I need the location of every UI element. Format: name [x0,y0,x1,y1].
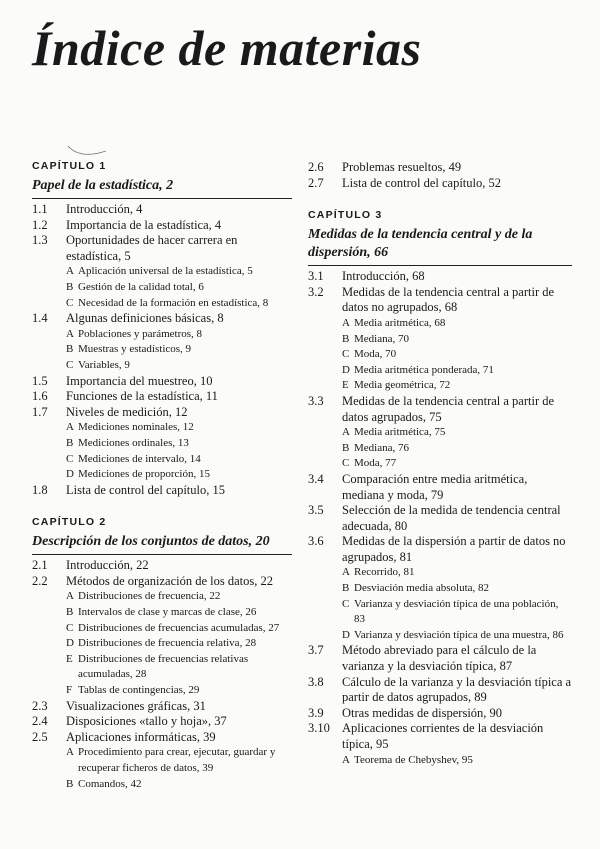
subentry-letter: C [66,358,74,371]
toc-subentry [32,636,292,652]
toc-subentry [308,332,572,348]
subentry-letter: A [66,327,74,340]
entry-text: Funciones de la estadística, 11 [66,389,218,404]
subentry-letter: A [66,746,74,759]
entry-text: Introducción, 4 [66,202,143,216]
entry-number: 1.4 [32,311,48,326]
entry-text: Aplicaciones corrientes de la desviación típica, 95 [342,721,544,751]
entry-number: 1.5 [32,373,48,388]
subentry-text: Desviación media absoluta, 82 [354,582,490,595]
entry-number: 2.2 [32,573,48,588]
subentry-text: Mediciones de intervalo, 14 [78,452,201,465]
toc-entry [308,534,572,565]
right-column [308,160,572,768]
entry-number: 3.6 [308,534,324,549]
subentry-text: Mediciones de proporción, 15 [78,468,210,481]
entry-text: Importancia de la estadística, 4 [66,217,222,232]
entry-number: 2.6 [308,160,324,174]
subentry-letter: B [342,441,350,454]
toc-subentry [32,436,292,452]
subentry-letter: C [66,621,74,634]
toc-subentry [32,342,292,358]
subentry-text: Media aritmética ponderada, 71 [354,363,494,376]
entry-number: 2.1 [32,558,48,573]
toc-subentry [32,745,292,776]
chapter-title: Medidas de la tendencia central y de la dispersión, 66 [308,226,572,266]
toc-subentry [32,420,292,436]
entry-number: 3.3 [308,393,324,408]
toc-subentry [308,316,572,332]
subentry-text: Muestras y estadísticos, 9 [78,343,192,356]
entry-number: 3.10 [308,721,330,736]
subentry-text: Varianza y desviación típica de una muestra, 86 [354,628,564,641]
subentry-text: Moda, 77 [354,457,397,470]
toc-entry [32,311,292,327]
toc-entry [32,483,292,499]
entry-text: Selección de la medida de tendencia central adecuada, 80 [342,503,561,533]
entry-number: 2.3 [32,698,48,713]
subentry-letter: B [66,777,74,790]
subentry-text: Mediciones ordinales, 13 [78,436,189,449]
toc-subentry [308,378,572,394]
subentry-letter: D [342,628,350,641]
subentry-letter: A [342,566,350,579]
entry-number: 1.2 [32,217,48,232]
subentry-text: Poblaciones y parámetros, 8 [78,327,203,340]
spacer [308,191,572,209]
entry-text: Aplicaciones informáticas, 39 [66,729,216,744]
toc-subentry [308,597,572,628]
subentry-text: Gestión de la calidad total, 6 [78,280,204,293]
entry-text: Problemas resueltos, 49 [342,160,462,174]
toc-subentry [308,425,572,441]
subentry-text: Mediana, 70 [354,332,409,345]
subentry-text: Procedimiento para crear, ejecutar, guardar y recuperar ficheros de datos, 39 [78,746,276,774]
subentry-letter: B [66,606,74,619]
subentry-text: Mediana, 76 [354,441,409,454]
toc-subentry [32,280,292,296]
toc-entry [308,721,572,752]
entry-number: 2.4 [32,714,48,729]
chapter-title: Descripción de los conjuntos de datos, 20 [32,533,292,555]
chapter-3 [308,209,572,768]
toc-subentry [32,589,292,605]
entry-text: Introducción, 22 [66,558,149,573]
subentry-letter: E [342,379,349,392]
subentry-letter: A [66,265,74,278]
subentry-text: Intervalos de clase y marcas de clase, 26 [78,606,257,619]
toc-entry [32,374,292,390]
entry-text: Visualizaciones gráficas, 31 [66,698,206,713]
spacer [32,498,292,516]
toc-subentry [308,753,572,769]
entry-number: 1.6 [32,389,48,404]
entry-text: Medidas de la tendencia central a partir de datos no agrupados, 68 [342,284,555,315]
subentry-letter: F [66,684,73,697]
subentry-text: Comandos, 42 [78,777,142,790]
toc-subentry [32,621,292,637]
subentry-letter: B [66,436,74,449]
entry-number: 3.9 [308,705,324,720]
toc-entry [32,699,292,715]
entry-number: 1.7 [32,404,48,419]
entry-number: 3.7 [308,643,324,658]
entry-number: 2.5 [32,729,48,744]
entry-text: Medidas de la tendencia central a partir de datos agrupados, 75 [342,393,555,424]
toc-subentry [308,565,572,581]
entry-text: Medidas de la dispersión a partir de datos no agrupados, 81 [342,534,566,564]
chapter-label: CAPÍTULO 3 [308,209,383,222]
toc-entry [308,394,572,425]
chapter-label: CAPÍTULO 2 [32,516,107,529]
toc-subentry [308,363,572,379]
entry-number: 3.1 [308,269,324,284]
subentry-text: Variables, 9 [78,358,130,371]
chapter-2 [32,516,292,792]
toc-subentry [32,467,292,483]
entry-number: 3.5 [308,503,324,518]
subentry-letter: C [66,452,74,465]
subentry-letter: E [66,652,73,665]
toc-entry [308,643,572,674]
subentry-text: Moda, 70 [354,348,397,361]
chapter-2-continued [308,160,572,191]
entry-number: 1.8 [32,482,48,497]
toc-subentry [308,347,572,363]
left-column [32,160,292,792]
toc-entry [308,176,572,192]
toc-entry [308,503,572,534]
subentry-text: Mediciones nominales, 12 [78,421,194,434]
toc-subentry [32,605,292,621]
toc-entry [308,472,572,503]
subentry-text: Distribuciones de frecuencias relativas acumuladas, 28 [78,652,249,681]
subentry-letter: D [66,468,74,481]
toc-entry [32,405,292,421]
subentry-letter: B [66,343,74,356]
toc-subentry [32,358,292,374]
subentry-letter: C [66,296,74,309]
subentry-letter: A [66,421,74,434]
toc-entry [32,389,292,405]
pen-mark [66,143,110,159]
page-title: Índice de materias [32,20,422,76]
entry-number: 3.8 [308,674,324,689]
subentry-text: Varianza y desviación típica de una población, 83 [354,597,559,626]
toc-entry [308,285,572,316]
toc-entry [308,269,572,285]
entry-number: 2.7 [308,175,324,190]
toc-entry [32,714,292,730]
subentry-text: Media aritmética, 68 [354,316,446,329]
subentry-letter: C [342,457,350,470]
entry-number: 1.1 [32,202,48,216]
chapter-title: Papel de la estadística, 2 [32,177,292,199]
toc-subentry [32,264,292,280]
subentry-text: Tablas de contingencias, 29 [78,684,200,697]
entry-text: Métodos de organización de los datos, 22 [66,573,274,588]
entry-number: 3.2 [308,284,324,299]
subentry-text: Aplicación universal de la estadística, 5 [78,265,253,278]
subentry-text: Recorrido, 81 [354,566,415,579]
toc-entry [308,675,572,706]
toc-subentry [32,777,292,793]
entry-text: Otras medidas de dispersión, 90 [342,705,503,720]
toc-subentry [32,296,292,312]
chapter-label: CAPÍTULO 1 [32,160,107,172]
subentry-letter: B [66,280,74,293]
subentry-letter: A [66,590,74,603]
entry-text: Introducción, 68 [342,269,425,284]
entry-number: 3.4 [308,471,324,486]
toc-subentry [32,452,292,468]
subentry-text: Media aritmética, 75 [354,426,446,439]
toc-entry [32,233,292,264]
subentry-letter: B [342,332,350,345]
subentry-letter: A [342,426,350,439]
subentry-letter: C [342,597,350,610]
subentry-text: Distribuciones de frecuencia relativa, 28 [78,637,257,650]
subentry-letter: A [342,753,350,766]
toc-entry [32,218,292,234]
subentry-text: Teorema de Chebyshev, 95 [354,753,473,766]
entry-text: Comparación entre media aritmética, mediana y moda, 79 [342,471,528,502]
subentry-text: Distribuciones de frecuencias acumuladas, 27 [78,621,280,634]
entry-text: Importancia del muestreo, 10 [66,373,213,388]
entry-text: Oportunidades de hacer carrera en estadística, 5 [66,233,238,263]
entry-text: Cálculo de la varianza y la desviación típica a partir de datos agrupados, 89 [342,674,572,705]
toc-entry [32,574,292,590]
entry-text: Niveles de medición, 12 [66,404,188,419]
toc-subentry [32,683,292,699]
toc-subentry [308,581,572,597]
entry-text: Algunas definiciones básicas, 8 [66,311,224,326]
entry-number: 1.3 [32,233,48,248]
subentry-text: Media geométrica, 72 [354,379,451,392]
toc-subentry [32,652,292,683]
toc-entry [32,558,292,574]
subentry-letter: D [66,637,74,650]
entry-text: Método abreviado para el cálculo de la varianza y la desviación típica, 87 [342,643,537,674]
entry-text: Lista de control del capítulo, 52 [342,175,501,190]
toc-entry [308,706,572,722]
toc-subentry [308,456,572,472]
subentry-letter: A [342,316,350,329]
subentry-letter: B [342,582,350,595]
chapter-1 [32,160,292,498]
subentry-text: Distribuciones de frecuencia, 22 [78,590,221,603]
toc-subentry [308,628,572,644]
entry-text: Disposiciones «tallo y hoja», 37 [66,714,227,729]
toc-subentry [32,327,292,343]
subentry-letter: C [342,348,350,361]
subentry-text: Necesidad de la formación en estadística, 8 [78,296,269,309]
toc-entry [308,160,572,176]
subentry-letter: D [342,363,350,376]
toc-entry [32,730,292,746]
toc-subentry [308,441,572,457]
toc-entry [32,202,292,218]
entry-text: Lista de control del capítulo, 15 [66,482,225,497]
